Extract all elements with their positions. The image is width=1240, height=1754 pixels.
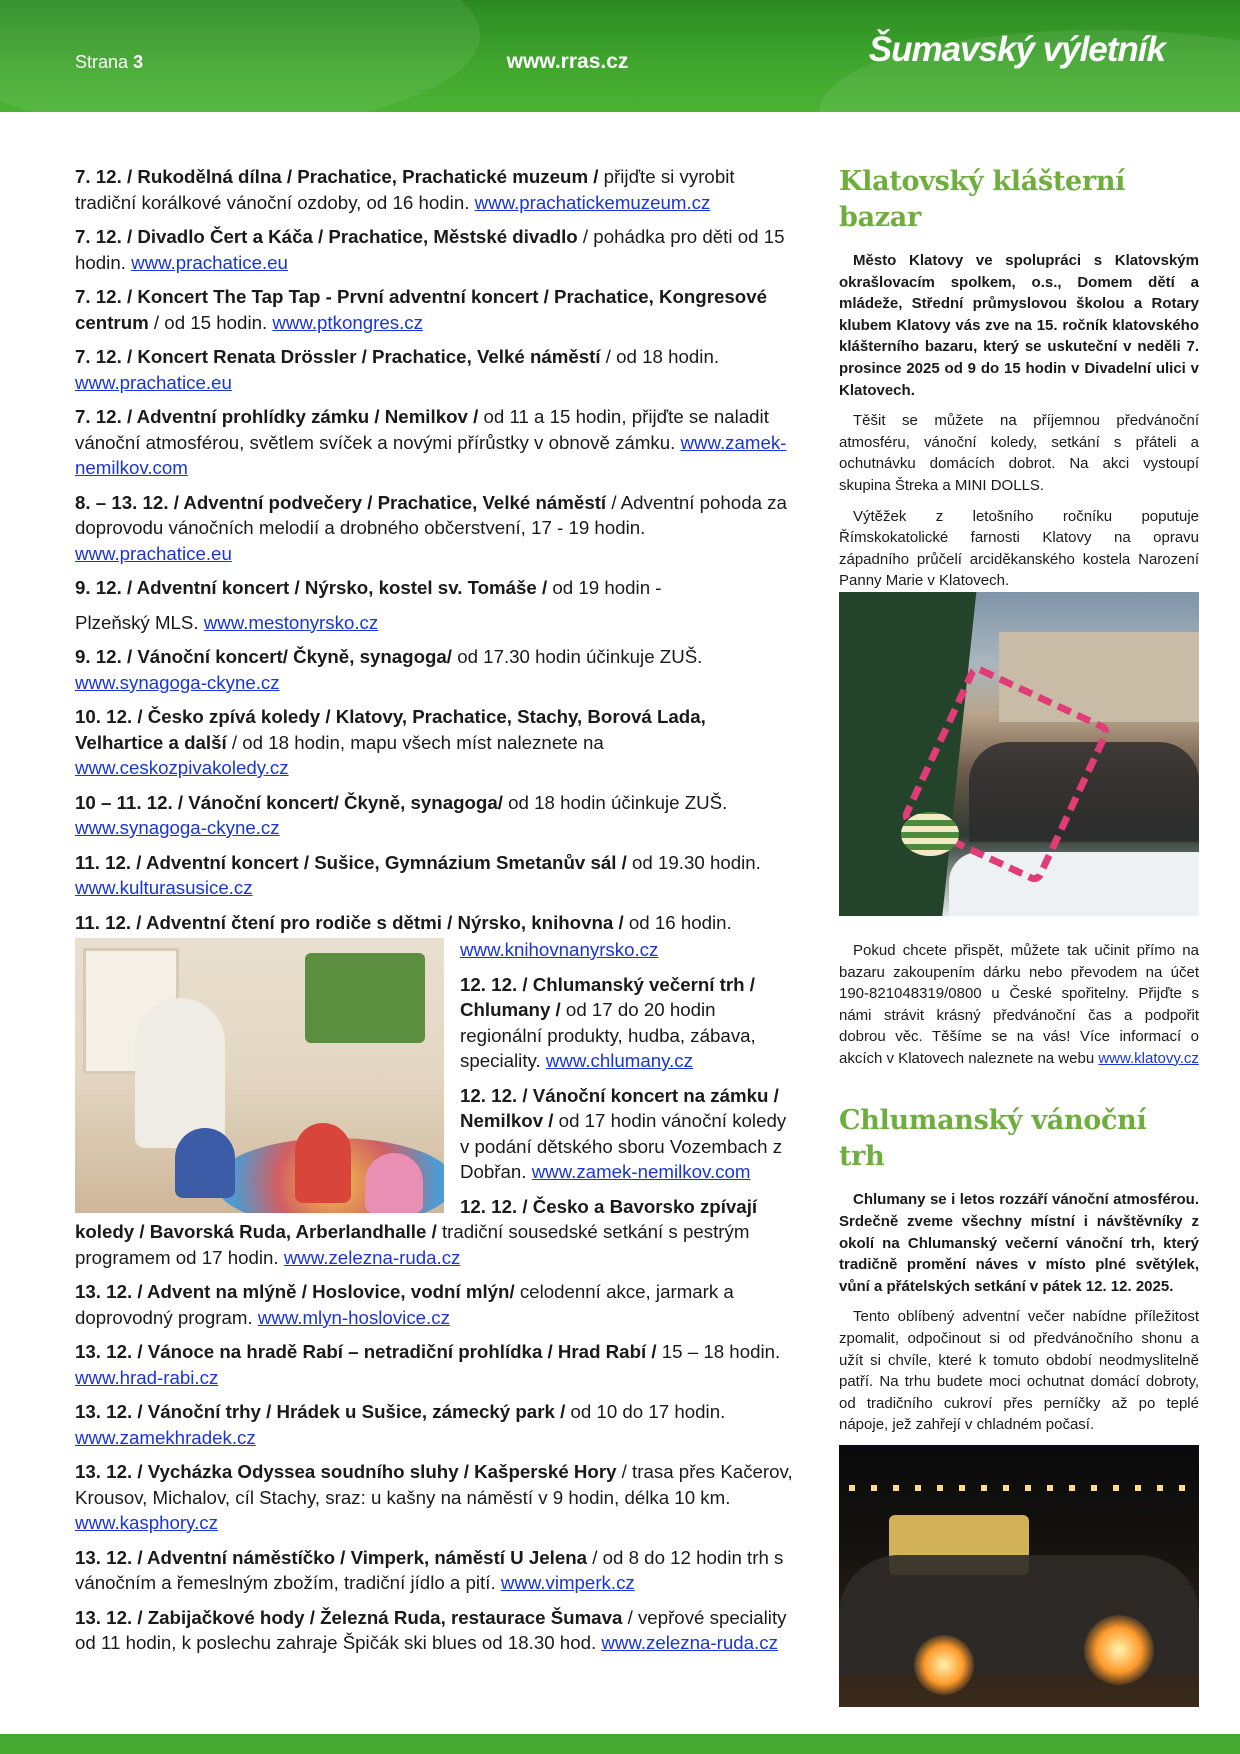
magazine-logo: Šumavský výletník — [868, 30, 1165, 69]
event-item: 9. 12. / Adventní koncert / Nýrsko, kostel sv. Tomáše / od 19 hodin - — [75, 577, 662, 598]
bazar-photo — [839, 592, 1199, 916]
event-link[interactable]: www.zamekhradek.cz — [75, 1426, 256, 1448]
photo-child — [365, 1153, 423, 1213]
event-link[interactable]: www.prachatice.eu — [131, 251, 288, 273]
event-item: 12. 12. / Česko a Bavorsko zpívají koledy / Bavorská Ruda, Arberlandhalle / tradiční sousedské setkání s pestrým programem od 17 hodin. www.zelezna-ruda.cz — [75, 1195, 758, 1268]
reading-event-photo — [75, 938, 444, 1213]
bazar-paragraph: Těšit se můžete na příjemnou předvánoční atmosféru, vánoční koledy, setkání s přáteli a ochutnávku domácích dobrot. Na akci vystoupí skupina Štreka a MINI DOLLS. — [839, 412, 1199, 494]
event-item: 7. 12. / Koncert Renata Drössler / Prachatice, Velké náměstí / od 18 hodin. www.prachatice.eu — [75, 346, 720, 393]
photo-wall-poster — [305, 953, 425, 1043]
klatovy-link[interactable]: www.klatovy.cz — [1098, 1049, 1199, 1067]
page-header — [0, 0, 1240, 112]
trh-lead: Chlumany se i letos rozzáří vánoční atmosférou. Srdečně zveme všechny místní i návštěvníky z okolí na Chlumanský večerní vánoční trh, který tradičně promění náves v místo plné světýlek, vůní a přátelských setkání v pátek 12. 12. 2025. — [839, 1191, 1199, 1295]
photo-costumed-reader — [135, 998, 225, 1148]
event-item: 13. 12. / Vánoční trhy / Hrádek u Sušice, zámecký park / od 10 do 17 hodin. www.zamekhradek.cz — [75, 1401, 726, 1448]
event-link[interactable]: www.mestonyrsko.cz — [203, 611, 379, 633]
event-item: 12. 12. / Chlumanský večerní trh / Chlumany / od 17 do 20 hodin regionální produkty, hudba, zábava, speciality. www.chlumany.cz — [460, 973, 756, 1071]
event-item: 10 – 11. 12. / Vánoční koncert/ Čkyně, synagoga/ od 18 hodin účinkuje ZUŠ. www.synagoga-ckyne.cz — [75, 791, 728, 838]
photo-string-lights — [849, 1485, 1189, 1491]
photo-fire-basket — [914, 1635, 974, 1695]
event-link[interactable]: www.ceskozpivakoledy.cz — [75, 757, 289, 778]
event-item: 13. 12. / Zabijačkové hody / Železná Ruda, restaurace Šumava / vepřové speciality od 11 hodin, k poslechu zahraje Špičák ski blues od 18.30 hod. www.zelezna-ruda.cz — [75, 1606, 787, 1653]
event-item: 9. 12. / Vánoční koncert/ Čkyně, synagoga/ od 17.30 hodin účinkuje ZUŠ. www.synagoga-ckyne.cz — [75, 646, 703, 693]
photo-child — [295, 1123, 351, 1203]
photo-bauble — [901, 812, 959, 856]
event-link[interactable]: www.zamek-nemilkov.com — [531, 1161, 751, 1182]
event-item: 10. 12. / Česko zpívá koledy / Klatovy, Prachatice, Stachy, Borová Lada, Velhartice a další / od 18 hodin, mapu všech míst naleznete na www.ceskozpivakoledy.cz — [75, 706, 706, 778]
events-column — [75, 164, 797, 1665]
event-item: 13. 12. / Adventní náměstíčko / Vimperk, náměstí U Jelena / od 8 do 12 hodin trh s vánočním a řemeslným zbožím, tradiční jídlo a pití. www.vimperk.cz — [75, 1546, 784, 1593]
photo-snow — [949, 852, 1199, 916]
event-item: 7. 12. / Koncert The Tap Tap - První adventní koncert / Prachatice, Kongresové centrum / od 15 hodin. www.ptkongres.cz — [75, 286, 767, 333]
event-item: Plzeňský MLS. www.mestonyrsko.cz — [75, 611, 379, 633]
event-link[interactable]: www.hrad-rabi.cz — [75, 1366, 219, 1388]
photo-fire-basket — [1084, 1615, 1154, 1685]
event-link[interactable]: www.prachatice.eu — [75, 371, 232, 393]
event-link[interactable]: www.kasphory.cz — [75, 1512, 218, 1533]
event-item: 7. 12. / Rukodělná dílna / Prachatice, Prachatické muzeum / přijďte si vyrobit tradiční korálkové vánoční ozdoby, od 16 hodin. www.prachatickemuzeum.cz — [75, 166, 735, 213]
event-link[interactable]: www.zamek-nemilkov.com — [75, 431, 787, 478]
page-number: Strana 3 — [75, 52, 144, 72]
event-item: 13. 12. / Advent na mlýně / Hoslovice, vodní mlýn/ celodenní akce, jarmark a doprovodný program. www.mlyn-hoslovice.cz — [75, 1281, 734, 1328]
event-link[interactable]: www.prachatickemuzeum.cz — [474, 191, 711, 213]
bazar-paragraph: Pokud chcete přispět, můžete tak učinit přímo na bazaru zakoupením dárku nebo převodem na účet 190-821048319/0800 u České spořitelny. Přijďte s námi strávit krásný předvánoční čas a podpořit dobrou věc. Těšíme se na vás! Více informací o akcích v Klatovech naleznete na webu www.klatovy.cz — [839, 941, 1199, 1067]
event-link[interactable]: www.kulturasusice.cz — [75, 877, 253, 898]
event-item: 7. 12. / Adventní prohlídky zámku / Nemilkov / od 11 a 15 hodin, přijďte se naladit vánoční atmosférou, světlem svíček a novými přírůstky v obnově zámku. www.zamek-nemilkov.com — [75, 406, 787, 478]
event-item: 8. – 13. 12. / Adventní podvečery / Prachatice, Velké náměstí / Adventní pohoda za doprovodu vánočních melodií a drobného občerstvení, 17 - 19 hodin. www.prachatice.eu — [75, 491, 787, 564]
event-with-photo — [75, 910, 797, 1271]
event-link[interactable]: www.mlyn-hoslovice.cz — [257, 1306, 450, 1328]
event-item: 13. 12. / Vycházka Odyssea soudního sluhy / Kašperské Hory / trasa přes Kačerov, Krousov, Michalov, cíl Stachy, sraz: u kašny na náměstí v 9 hodin, délka 10 km. www.kasphory.cz — [75, 1461, 793, 1533]
market-photo — [839, 1445, 1199, 1707]
website-url[interactable]: www.rras.cz — [506, 50, 629, 73]
event-link[interactable]: www.knihovnanyrsko.cz — [460, 939, 659, 960]
bazar-paragraph: Výtěžek z letošního ročníku poputuje Římskokatolické farnosti Klatovy na opravu západního průčelí arciděkanského kostela Narození Panny Marie v Klatovech. — [839, 507, 1199, 590]
event-item: 7. 12. / Divadlo Čert a Káča / Prachatice, Městské divadlo / pohádka pro děti od 15 hodin. www.prachatice.eu — [75, 226, 785, 273]
sidebar-column — [839, 164, 1199, 1707]
event-link[interactable]: www.zelezna-ruda.cz — [601, 1632, 778, 1653]
page-footer-bar — [0, 1734, 1240, 1754]
event-item: 12. 12. / Vánoční koncert na zámku / Nemilkov / od 17 hodin vánoční koledy v podání dětského sboru Vozembach z Dobřan. www.zamek-nemilkov.com — [460, 1084, 787, 1182]
event-link[interactable]: www.prachatice.eu — [75, 542, 232, 564]
bazar-lead: Město Klatovy ve spolupráci s Klatovským okrašlovacím spolkem, o.s., Domem dětí a mládeže, Střední průmyslovou školou a Rotary klubem Klatovy vás zve na 15. ročník klatovského klášterního bazaru, který se uskuteční v neděli 7. prosince 2025 od 9 do 15 hodin v Divadelní ulici v Klatovech. — [839, 252, 1199, 399]
trh-heading: Chlumanský vánoční trh — [839, 1105, 1147, 1173]
event-link[interactable]: www.chlumany.cz — [545, 1050, 693, 1071]
event-item: 11. 12. / Adventní čtení pro rodiče s dětmi / Nýrsko, knihovna / od 16 hodin. — [75, 911, 732, 933]
bazar-heading: Klatovský klášterní bazar — [839, 166, 1126, 233]
trh-paragraph: Tento oblíbený adventní večer nabídne příležitost zpomalit, odpočinout si od předvánočního shonu a užít si chvíle, které k tomuto období neodmyslitelně patří. Na trhu budete moci ochutnat domácí dobroty, od tradičního cukroví přes perníčky až po teplé nápoje, jež zahřejí v chladném počasí. — [839, 1308, 1199, 1434]
event-link[interactable]: www.zelezna-ruda.cz — [283, 1246, 461, 1268]
photo-child — [175, 1128, 235, 1198]
event-link[interactable]: www.synagoga-ckyne.cz — [75, 817, 280, 838]
event-item: 11. 12. / Adventní koncert / Sušice, Gymnázium Smetanův sál / od 19.30 hodin. www.kulturasusice.cz — [75, 851, 761, 898]
event-link[interactable]: www.vimperk.cz — [500, 1572, 635, 1593]
event-link[interactable]: www.synagoga-ckyne.cz — [75, 671, 280, 693]
event-link[interactable]: www.ptkongres.cz — [272, 311, 423, 333]
event-item: 13. 12. / Vánoce na hradě Rabí – netradiční prohlídka / Hrad Rabí / 15 – 18 hodin. www.hrad-rabi.cz — [75, 1341, 781, 1388]
